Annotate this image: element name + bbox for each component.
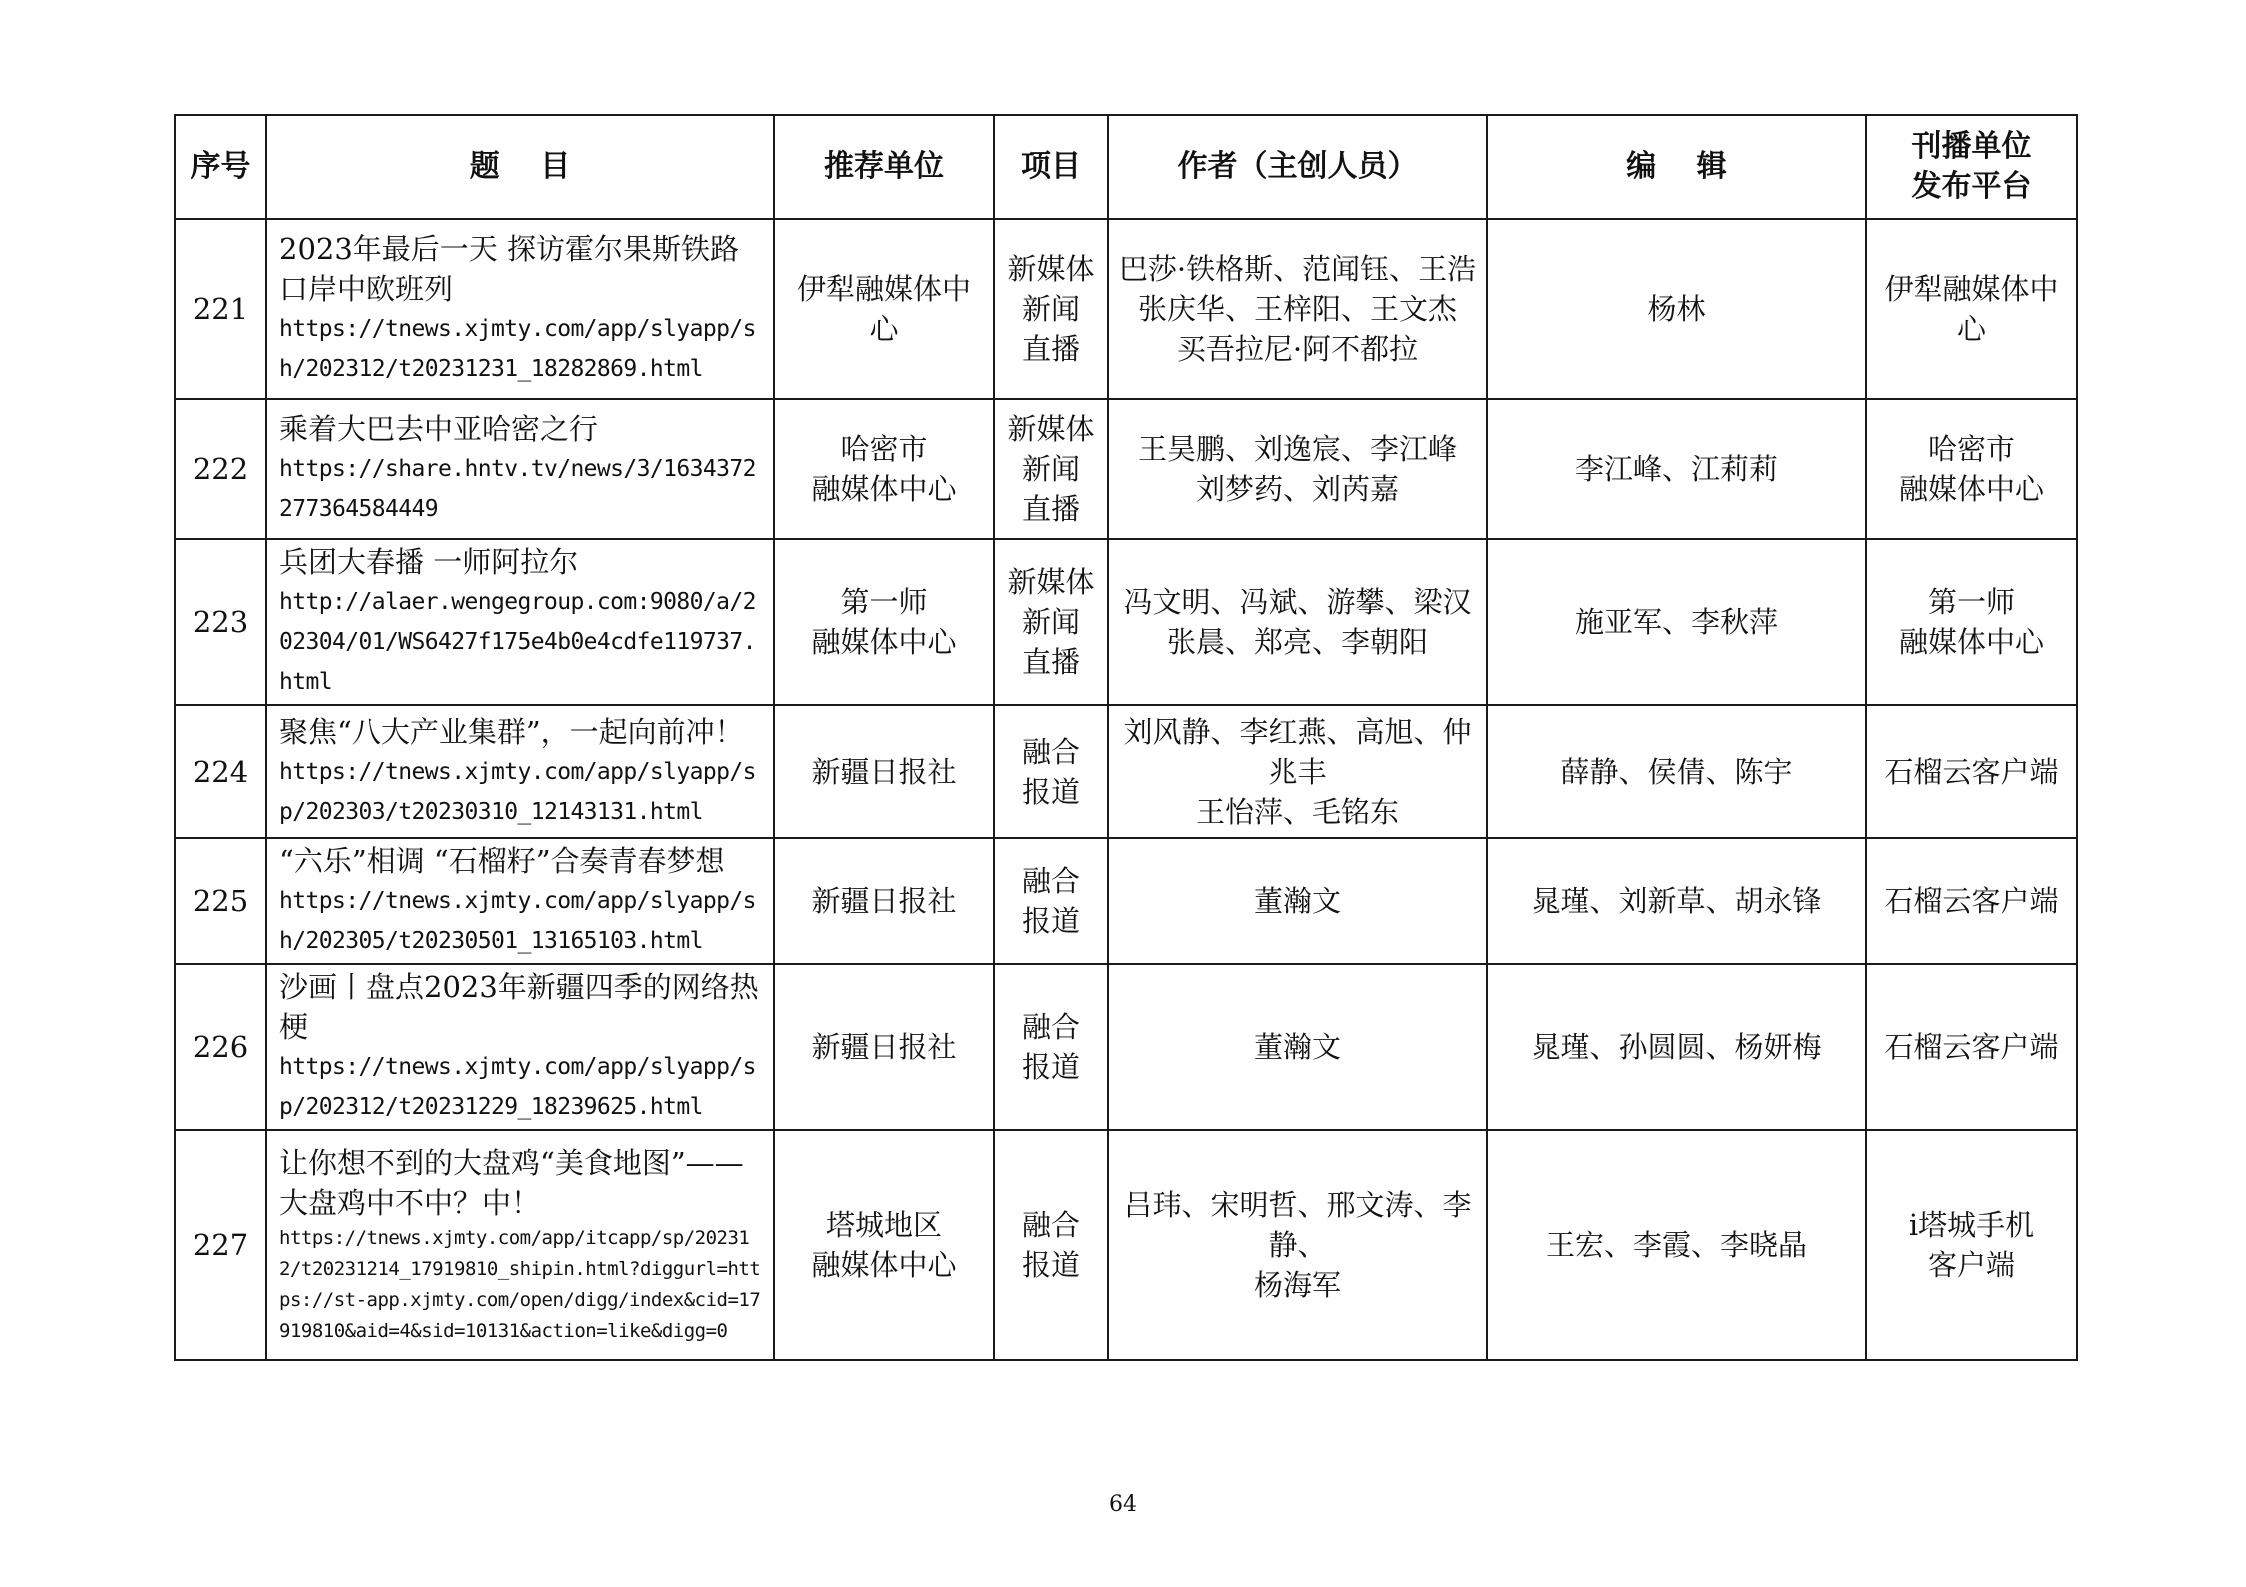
- row-publisher-line: 石榴云客户端: [1884, 884, 2059, 918]
- row-url-link[interactable]: https://tnews.xjmty.com/app/slyapp/sh/202312/t20231231_18282869.html: [279, 316, 756, 382]
- row-title: 让你想不到的大盘鸡“美食地图”——大盘鸡中不中？中！: [279, 1146, 744, 1220]
- row-editors-line: 晁瑾、孙圆圆、杨妍梅: [1531, 1030, 1822, 1064]
- row-title-cell: [266, 964, 774, 1130]
- row-url-link[interactable]: https://tnews.xjmty.com/app/slyapp/sp/202312/t20231229_18239625.html: [279, 1054, 756, 1120]
- row-category-line: 新媒体: [1007, 412, 1095, 446]
- row-title: 沙画丨盘点2023年新疆四季的网络热梗: [279, 970, 759, 1044]
- awards-table: [174, 114, 2078, 1361]
- row-title: 兵团大春播 一师阿拉尔: [279, 545, 579, 579]
- row-category-line: 融合: [1021, 1208, 1080, 1242]
- row-title: 聚焦“八大产业集群”，一起向前冲！: [279, 714, 744, 749]
- row-title-cell: [266, 399, 774, 539]
- header-publisher-line2: 发布平台: [1911, 169, 2032, 204]
- table-row: [175, 539, 2077, 705]
- row-url-link[interactable]: http://alaer.wengegroup.com:9080/a/202304/01/WS6427f175e4b0e4cdfe119737.html: [279, 589, 756, 695]
- row-authors: [1108, 964, 1487, 1130]
- header-title: 题 目: [266, 115, 774, 219]
- row-authors: [1108, 399, 1487, 539]
- page-number: 64: [1109, 1492, 1137, 1517]
- row-authors: [1108, 1130, 1487, 1360]
- row-authors-line: 买吾拉尼·阿不都拉: [1176, 332, 1419, 366]
- row-publisher-line: 融媒体中心: [1898, 472, 2044, 506]
- row-recommender: [774, 705, 994, 838]
- row-editors: [1487, 705, 1866, 838]
- row-category-line: 直播: [1021, 332, 1080, 366]
- row-category-line: 报道: [1021, 1248, 1080, 1282]
- table-row: [175, 219, 2077, 399]
- row-title-cell: [266, 539, 774, 705]
- header-index: 序号: [175, 115, 266, 219]
- row-category-line: 新闻: [1021, 292, 1080, 326]
- row-editors: [1487, 964, 1866, 1130]
- row-recommender: [774, 399, 994, 539]
- row-recommender-line: 新疆日报社: [811, 1030, 957, 1064]
- row-publisher: [1866, 219, 2077, 399]
- header-category: 项目: [994, 115, 1108, 219]
- row-authors: [1108, 705, 1487, 838]
- row-recommender-line: 新疆日报社: [811, 754, 957, 789]
- row-editors: [1487, 399, 1866, 539]
- row-publisher-line: 石榴云客户端: [1884, 754, 2059, 789]
- table-row: [175, 399, 2077, 539]
- row-url-link[interactable]: https://share.hntv.tv/news/3/1634372277364584449: [279, 456, 756, 522]
- row-category-line: 新闻: [1021, 452, 1080, 486]
- row-authors-line: 刘风静、李红燕、高旭、仲兆丰: [1123, 714, 1472, 789]
- row-category-line: 融合: [1021, 1010, 1080, 1044]
- row-index: 227: [175, 1130, 266, 1360]
- row-index: 221: [175, 219, 266, 399]
- row-editors-line: 晁瑾、刘新草、胡永锋: [1531, 884, 1822, 918]
- row-category: [994, 539, 1108, 705]
- row-recommender-line: 哈密市: [840, 432, 928, 466]
- row-recommender-line: 融媒体中心: [811, 625, 957, 659]
- table-row: [175, 1130, 2077, 1360]
- row-publisher-line: 客户端: [1927, 1248, 2015, 1282]
- header-authors: 作者（主创人员）: [1108, 115, 1487, 219]
- row-authors-line: 王怡萍、毛铭东: [1195, 794, 1399, 829]
- row-editors: [1487, 219, 1866, 399]
- row-authors-line: 吕玮、宋明哲、邢文涛、李静、: [1123, 1188, 1472, 1262]
- row-authors-line: 董瀚文: [1253, 884, 1341, 918]
- row-index: 226: [175, 964, 266, 1130]
- row-publisher-line: 哈密市: [1927, 432, 2015, 466]
- table-body: [175, 219, 2077, 1360]
- row-title-cell: [266, 705, 774, 838]
- row-publisher: [1866, 1130, 2077, 1360]
- row-authors-line: 杨海军: [1253, 1268, 1341, 1302]
- row-publisher-line: 融媒体中心: [1898, 625, 2044, 659]
- row-category-line: 新媒体: [1007, 252, 1095, 286]
- header-recommender: 推荐单位: [774, 115, 994, 219]
- row-authors: [1108, 539, 1487, 705]
- row-category: [994, 705, 1108, 838]
- row-category-line: 报道: [1021, 904, 1080, 938]
- row-category-line: 报道: [1021, 1050, 1080, 1084]
- row-publisher: [1866, 964, 2077, 1130]
- row-editors-line: 王宏、李霞、李晓晶: [1545, 1228, 1807, 1262]
- row-authors-line: 张晨、郑亮、李朝阳: [1166, 625, 1428, 659]
- row-category-line: 新媒体: [1007, 565, 1095, 599]
- row-recommender-line: 融媒体中心: [811, 1248, 957, 1282]
- row-editors: [1487, 539, 1866, 705]
- row-title: 2023年最后一天 探访霍尔果斯铁路口岸中欧班列: [279, 232, 740, 306]
- row-category-line: 直播: [1021, 492, 1080, 526]
- row-category: [994, 1130, 1108, 1360]
- row-authors-line: 张庆华、王梓阳、王文杰: [1137, 292, 1457, 326]
- row-publisher-line: 第一师: [1927, 585, 2015, 619]
- header-publisher-line1: 刊播单位: [1911, 129, 2032, 164]
- row-publisher: [1866, 838, 2077, 964]
- row-recommender-line: 第一师: [840, 585, 928, 619]
- row-publisher: [1866, 399, 2077, 539]
- row-recommender: [774, 1130, 994, 1360]
- row-editors-line: 薛静、侯倩、陈宇: [1560, 754, 1793, 789]
- row-category: [994, 838, 1108, 964]
- row-url-link[interactable]: https://tnews.xjmty.com/app/itcapp/sp/202312/t20231214_17919810_shipin.html?diggurl=https://st-app.xjmty.com/open/digg/index&cid=17919810&aid=4&sid=10131&action=like&digg=0: [279, 1227, 761, 1342]
- row-recommender: [774, 964, 994, 1130]
- row-publisher: [1866, 705, 2077, 838]
- row-recommender-line: 融媒体中心: [811, 472, 957, 506]
- row-category-line: 直播: [1021, 645, 1080, 679]
- row-category: [994, 399, 1108, 539]
- row-authors-line: 董瀚文: [1253, 1030, 1341, 1064]
- row-title-cell: [266, 838, 774, 964]
- row-category-line: 融合: [1021, 734, 1080, 769]
- row-recommender-line: 新疆日报社: [811, 884, 957, 918]
- row-category-line: 报道: [1021, 774, 1080, 809]
- table-row: [175, 838, 2077, 964]
- row-editors-line: 李江峰、江莉莉: [1574, 452, 1778, 486]
- row-title-cell: [266, 219, 774, 399]
- row-url-link[interactable]: https://tnews.xjmty.com/app/slyapp/sh/202305/t20230501_13165103.html: [279, 888, 756, 954]
- table-row: [175, 964, 2077, 1130]
- row-recommender: [774, 219, 994, 399]
- row-editors: [1487, 838, 1866, 964]
- row-editors-line: 施亚军、李秋萍: [1574, 605, 1778, 639]
- row-publisher-line: i塔城手机: [1908, 1208, 2035, 1242]
- row-authors-line: 王昊鹏、刘逸宸、李江峰: [1137, 432, 1457, 466]
- row-authors-line: 刘梦药、刘芮嘉: [1195, 472, 1399, 506]
- row-category: [994, 219, 1108, 399]
- row-title-cell: [266, 1130, 774, 1360]
- row-index: 224: [175, 705, 266, 838]
- row-category-line: 新闻: [1021, 605, 1080, 639]
- row-title: “六乐”相调 “石榴籽”合奏青春梦想: [279, 844, 725, 878]
- header-row: [175, 115, 2077, 219]
- row-recommender: [774, 539, 994, 705]
- row-authors-line: 巴莎·铁格斯、范闻钰、王浩: [1118, 252, 1477, 286]
- header-editors: 编 辑: [1487, 115, 1866, 219]
- row-editors: [1487, 1130, 1866, 1360]
- row-title: 乘着大巴去中亚哈密之行: [279, 412, 599, 446]
- header-publisher: [1866, 115, 2077, 219]
- row-editors-line: 杨林: [1647, 292, 1706, 326]
- row-category: [994, 964, 1108, 1130]
- row-recommender-line: 伊犁融媒体中心: [796, 272, 971, 346]
- row-recommender-line: 塔城地区: [825, 1208, 942, 1242]
- row-recommender: [774, 838, 994, 964]
- row-index: 223: [175, 539, 266, 705]
- row-authors: [1108, 838, 1487, 964]
- row-index: 222: [175, 399, 266, 539]
- row-publisher: [1866, 539, 2077, 705]
- row-index: 225: [175, 838, 266, 964]
- row-url-link[interactable]: https://tnews.xjmty.com/app/slyapp/sp/202303/t20230310_12143131.html: [279, 758, 756, 825]
- row-authors-line: 冯文明、冯斌、游攀、梁汉: [1123, 585, 1472, 619]
- row-publisher-line: 伊犁融媒体中心: [1884, 272, 2059, 346]
- row-publisher-line: 石榴云客户端: [1884, 1030, 2059, 1064]
- table-row: [175, 705, 2077, 838]
- row-authors: [1108, 219, 1487, 399]
- row-category-line: 融合: [1021, 864, 1080, 898]
